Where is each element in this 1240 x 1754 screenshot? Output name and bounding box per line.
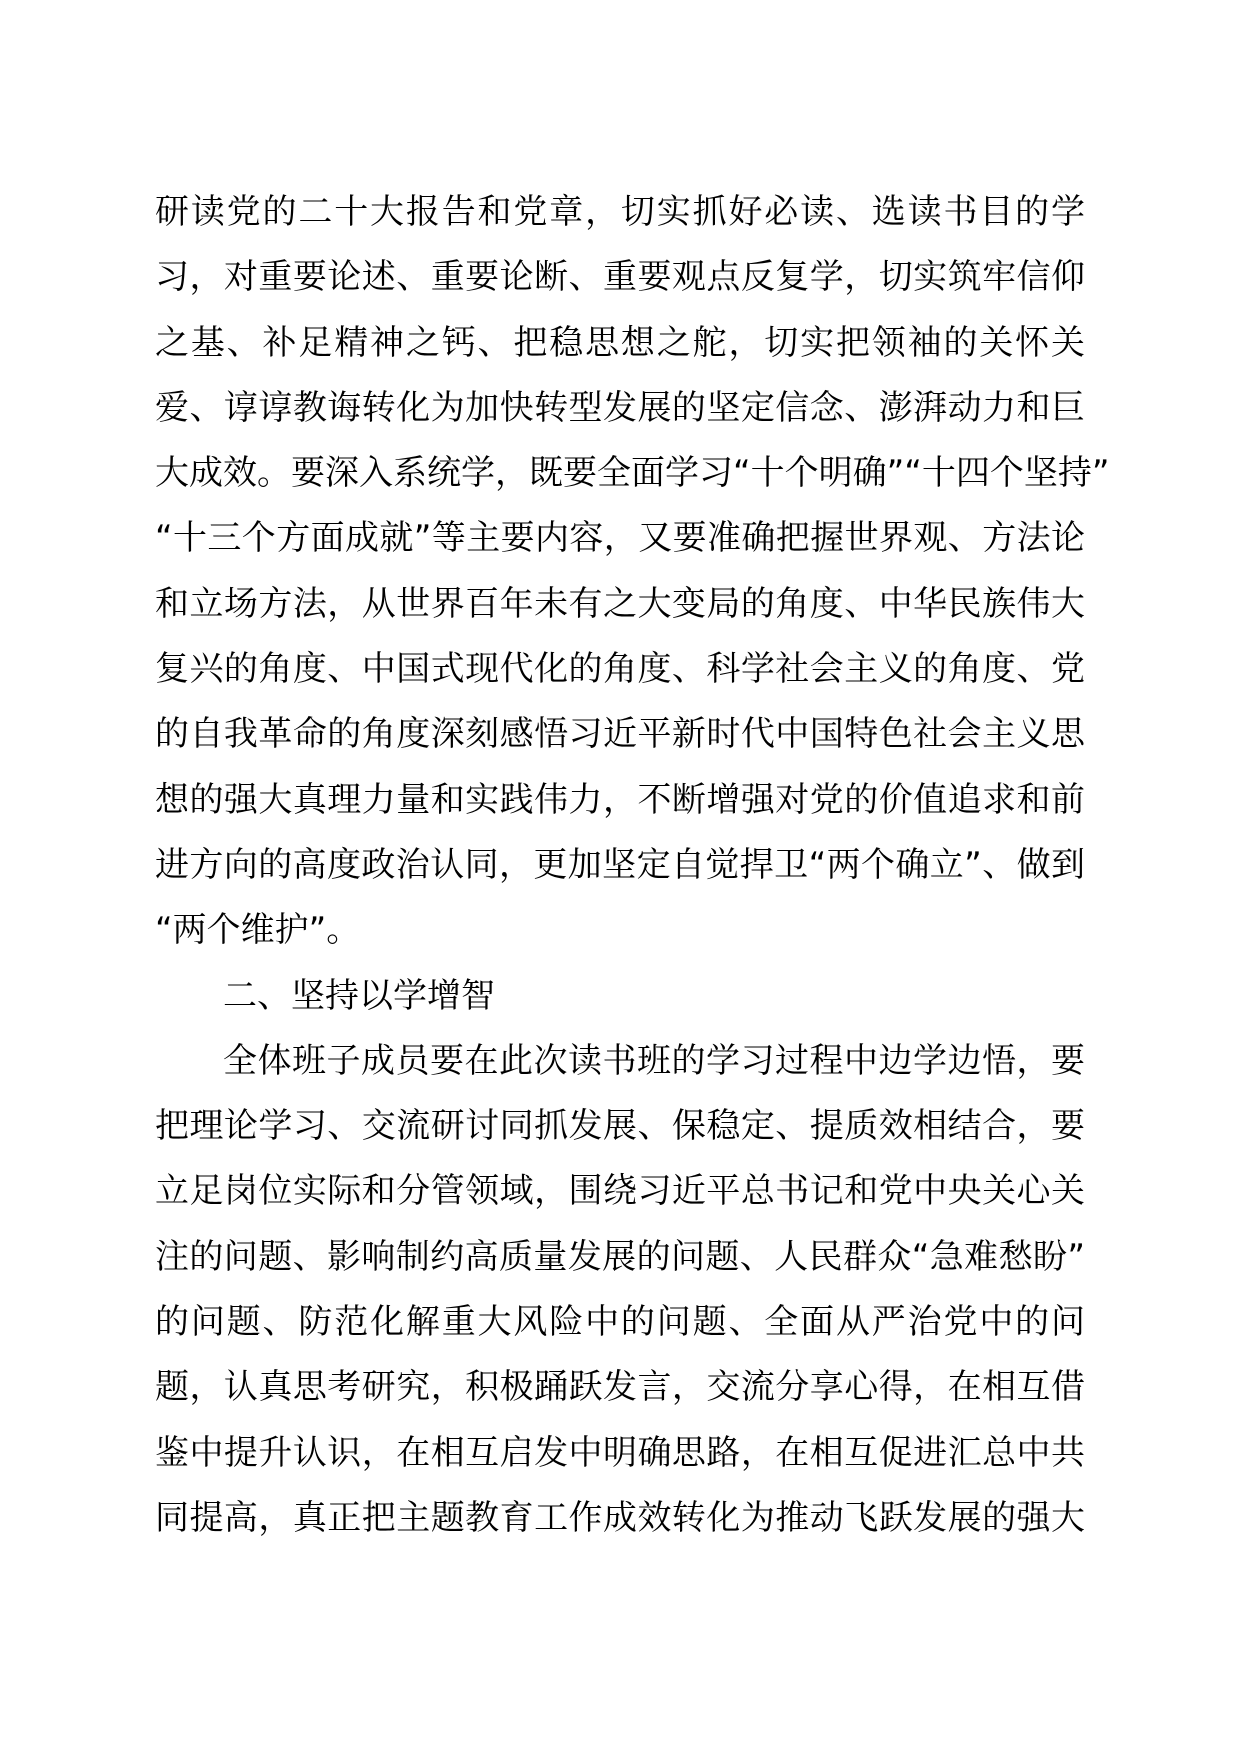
text-line: 复兴的角度、中国式现代化的角度、科学社会主义的角度、党 xyxy=(155,649,1085,690)
paragraph-2 xyxy=(155,1029,1085,1551)
text-line: “十三个方面成就”等主要内容，又要准确把握世界观、方法论 xyxy=(155,518,1085,559)
text-line: 爱、谆谆教诲转化为加快转型发展的坚定信念、澎湃动力和巨 xyxy=(155,387,1085,428)
text-line: 进方向的高度政治认同，更加坚定自觉捍卫“两个确立”、做到 xyxy=(155,844,1085,885)
text-line: 大成效。要深入系统学，既要全面学习“十个明确”“十四个坚持” xyxy=(155,453,1110,494)
text-line: 注的问题、影响制约高质量发展的问题、人民群众“急难愁盼” xyxy=(155,1236,1085,1277)
section-heading: 二、坚持以学增智 xyxy=(223,975,495,1016)
text-line: 习，对重要论述、重要论断、重要观点反复学，切实筑牢信仰 xyxy=(155,257,1085,298)
text-line: 的自我革命的角度深刻感悟习近平新时代中国特色社会主义思 xyxy=(155,714,1085,755)
text-line: 的问题、防范化解重大风险中的问题、全面从严治党中的问 xyxy=(155,1302,1085,1343)
text-line: “两个维护”。 xyxy=(155,910,361,951)
text-line: 之基、补足精神之钙、把稳思想之舵，切实把领袖的关怀关 xyxy=(155,322,1085,363)
text-line: 立足岗位实际和分管领域，围绕习近平总书记和党中央关心关 xyxy=(155,1171,1085,1212)
text-line: 鉴中提升认识，在相互启发中明确思路，在相互促进汇总中共 xyxy=(155,1432,1085,1473)
text-line: 和立场方法，从世界百年未有之大变局的角度、中华民族伟大 xyxy=(155,583,1085,624)
paragraph-1 xyxy=(155,180,1110,964)
text-line: 同提高，真正把主题教育工作成效转化为推动飞跃发展的强大 xyxy=(155,1497,1085,1538)
text-line: 想的强大真理力量和实践伟力，不断增强对党的价值追求和前 xyxy=(155,779,1085,820)
text-line: 研读党的二十大报告和党章，切实抓好必读、选读书目的学 xyxy=(155,192,1085,232)
body-text xyxy=(155,180,1110,1551)
text-line: 把理论学习、交流研讨同抓发展、保稳定、提质效相结合，要 xyxy=(155,1106,1085,1147)
text-line: 题，认真思考研究，积极踊跃发言，交流分享心得，在相互借 xyxy=(155,1367,1085,1408)
text-line: 全体班子成员要在此次读书班的学习过程中边学边悟，要 xyxy=(223,1040,1085,1081)
